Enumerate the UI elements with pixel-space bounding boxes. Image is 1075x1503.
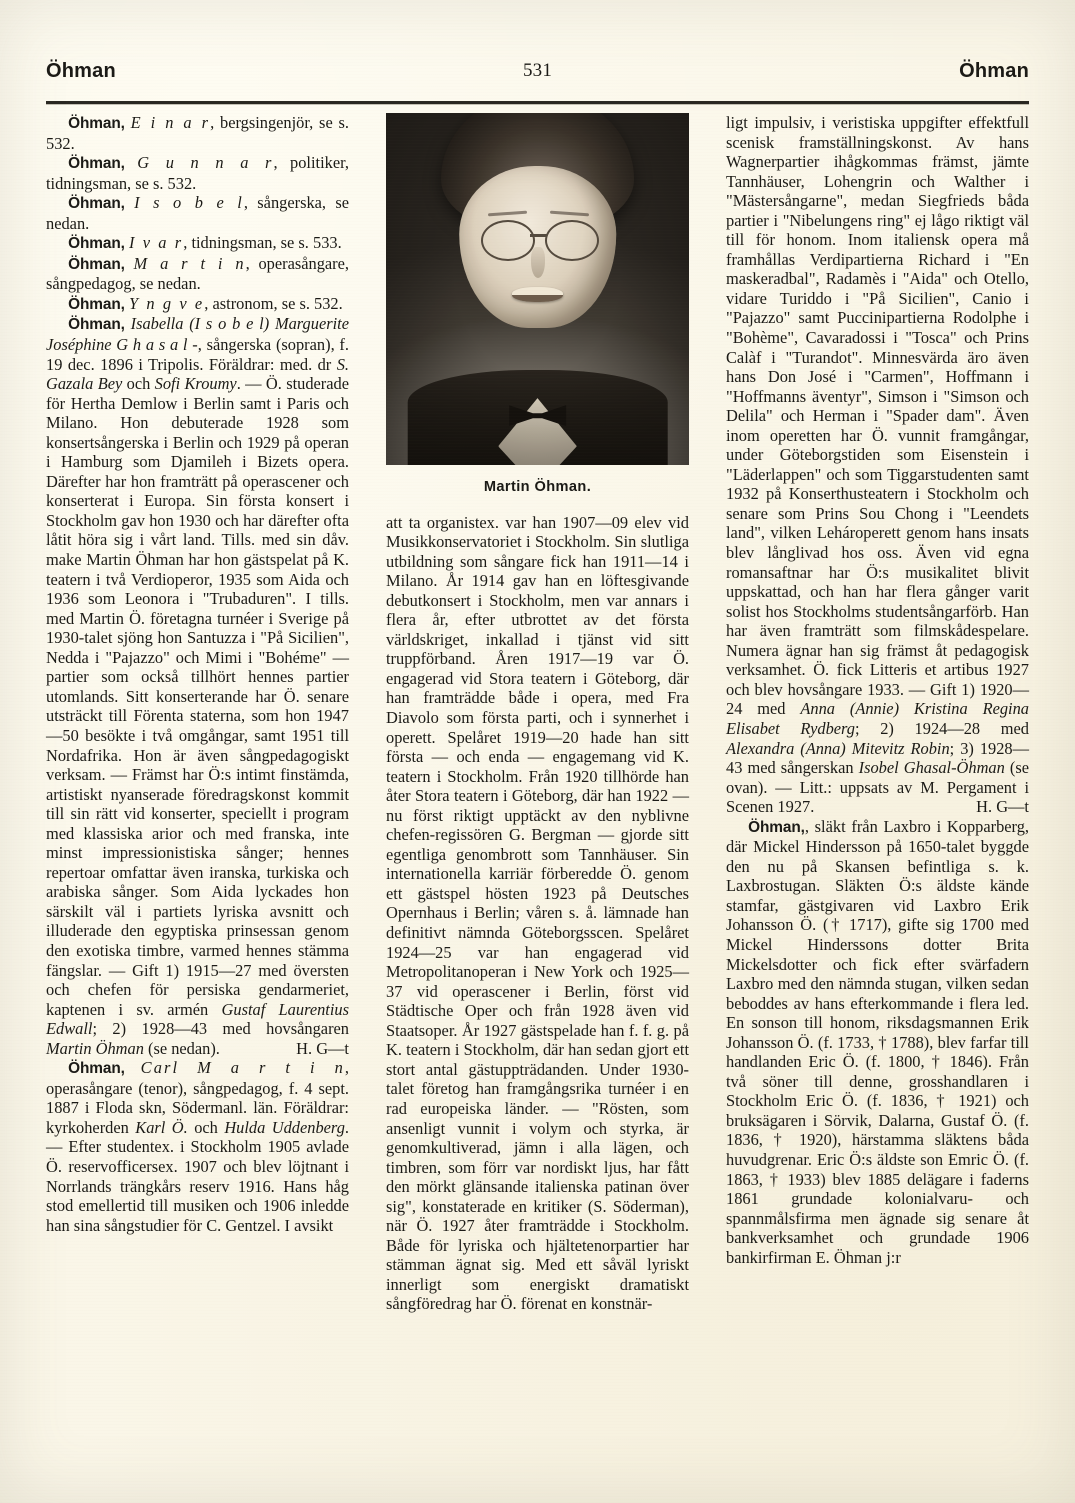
parent-name-1: Karl Ö. xyxy=(135,1117,188,1137)
entry-headword: Öhman, xyxy=(68,115,125,132)
running-head-left: Öhman xyxy=(46,60,116,82)
photo-vignette xyxy=(386,113,689,465)
column-2-text: att ta organistex. var han 1907—09 elev vid Musikkonservatoriet i Stockholm. Sin slutliga utbildning som sångare fick han 1911—14 i Milano. År 1914 gav han en löftesgivande debutkonsert i Stockholm, men var annars i flera år, efter utbrottet av det första världskriget, inkallad i tjänst vid sitt truppförband. Åren 1917—19 var Ö. engagerad vid Stora teatern i Göteborg, där han framträdde både i opera, med Fra Diavolo som första parti, och i synnerhet i operett. Spelåret 1919—20 hade han sitt första — och enda — engagemang vid K. teatern i Stockholm. Från 1920 tillhörde han åter Stora teatern i Göteborg, där han 1922 — nu först riktigt upptäckt av den nyblivne chefen-regissören G. Bergman — gjorde sitt egentliga genombrott som Tannhäuser. Sin internationella karriär förberedde Ö. genom ett gästspel hösten 1923 på Deutsches Opernhaus i Berlin; våren s. å. lämnade han definitivt nämnda Göteborgsscen. Spelåret 1924—25 var han engagerad vid Metropolitanoperan i New York och 1925—37 vid operascener i Berlin, först vid Städtische Oper och från 1928 även vid Staatsoper. År 1927 gästspelade han f. f. g. på K. teatern i Stockholm, där han sedan gjort ett stort antal gästuppträdanden. Under 1930-talet företog han framgångsrika turnéer i en rad europeiska länder. — "Rösten, som ansenligt vunnit i volym och styrka, är genomkultiverad, jämn i alla lägen, och timbren, som förr var nordiskt ljus, har fått den mörkt glänsande italienska patinan över sig", konstaterade en kritiker (S. Söderman), när Ö. 1927 åter framträdde i Stockholm. Både för lyriska och hjältetenorpartier har stämman ägnat sig. Med ett såväl lyriskt innerligt som energiskt dramatiskt sångföredrag har Ö. förenat en konstnär- xyxy=(386,512,689,1314)
spouse-name-1: Gustaf Laurentius Edwall xyxy=(46,999,349,1039)
spouse-name-3: Isobel Ghasal-Öhman xyxy=(858,758,1005,778)
entry-headword: Öhman, xyxy=(68,295,125,313)
entry-ivar xyxy=(46,233,349,254)
entry-text-1: , operasångare (tenor), sångpedagog, f. 4 sept. 1887 i Floda skn, Södermanl. län. Föräldrar: kyrkoherden xyxy=(46,1058,349,1137)
entry-body: , tidningsman, se s. 533. xyxy=(183,233,342,253)
figure-martin-ohman xyxy=(386,113,689,511)
folio-number: 531 xyxy=(522,60,553,81)
entry-carl-martin xyxy=(46,1058,349,1235)
entry-headword: Öhman, xyxy=(748,818,805,836)
parent-name-2: Sofi Kroumy xyxy=(154,374,237,394)
entry-name: I s o b e l xyxy=(134,193,244,213)
portrait-photo xyxy=(386,113,689,465)
running-head-right: Öhman xyxy=(959,60,1029,82)
entry-body: , sångerska, se nedan. xyxy=(46,193,349,233)
entry-isabella xyxy=(46,314,349,1058)
entry-name: E i n a r xyxy=(130,113,211,132)
entry-name-italic: Isabella (I s o b e l) Marguerite Joséphine G h a s a l - xyxy=(46,314,349,355)
entry-text-5: (se nedan). xyxy=(143,1038,220,1058)
parent-name-2: Hulda Uddenberg xyxy=(224,1117,345,1137)
entry-name-italic: Carl M a r t i n xyxy=(140,1058,345,1078)
entry-headword: Öhman, xyxy=(68,255,125,273)
entry-body: , astronom, se s. 532. xyxy=(204,293,343,313)
figure-caption: Martin Öhman. xyxy=(483,479,592,495)
column-3 xyxy=(726,113,1029,1403)
column-2 xyxy=(386,113,689,1403)
author-signature: H. G—t xyxy=(976,797,1029,817)
spouse-name-2: Martin Öhman xyxy=(46,1038,144,1058)
entry-text-4: ; 2) 1928—43 med hovsångaren xyxy=(92,1019,349,1039)
entry-name: I v a r xyxy=(128,233,184,253)
entry-gunnar xyxy=(46,153,349,193)
entry-isobel-ref xyxy=(46,193,349,233)
entry-body: , bergsingenjör, se s. 532. xyxy=(46,113,349,153)
entry-name: Y n g v e xyxy=(128,293,205,313)
entry-text-3: ; 3) 1928—43 med sångerskan xyxy=(726,738,1029,778)
header-rule xyxy=(46,101,1029,104)
parent-name-1: S. Gazala Bey xyxy=(46,354,349,394)
author-signature: H. G—t xyxy=(296,1038,349,1058)
entry-yngve xyxy=(46,294,349,315)
entry-name: M a r t i n xyxy=(133,253,246,273)
entry-headword: Öhman, xyxy=(68,316,125,334)
entry-headword: Öhman, xyxy=(68,155,125,173)
spouse-name-2: Alexandra (Anna) Mitevitz Robin xyxy=(726,738,950,758)
entry-body: , operasångare, sångpedagog, se nedan. xyxy=(46,253,349,294)
entry-einar xyxy=(46,113,349,153)
entry-headword: Öhman, xyxy=(68,1060,125,1078)
entry-headword: Öhman, xyxy=(68,195,125,213)
entry-text-3: . — Efter studentex. i Stockholm 1905 avlade Ö. reservofficersex. 1907 och blev löjtnant i Norrlands trängkårs reserv 1916. Hans håg stod emellertid till musiken och 1906 inledde han sina sångstudier för C. Gentzel. I avsikt xyxy=(46,1117,349,1235)
entry-text-2: ; 2) 1924—28 med xyxy=(855,718,1029,738)
entry-ohman-family xyxy=(726,817,1029,1268)
entry-text-2: och xyxy=(187,1117,225,1137)
running-head xyxy=(46,60,1029,94)
entry-text-2: och xyxy=(122,374,155,394)
entry-text-4: (se ovan). — Litt.: uppsats av M. Pergament i Scenen 1927. xyxy=(726,758,1030,817)
entry-text-3: . — Ö. studerade för Hertha Demlow i Berlin samt i Paris och Milano. Hon debuterade 1928 som konsertsångerska i Berlin och 1929 på operan i Hamburg som Djamileh i Bizets opera. Därefter har hon framträtt på operascener och konserterat i Europa. Sin första konsert i Stockholm gav hon 1930 och har därefter ofta låtit höra sig i vårt land. Tills. med sin dåv. make Martin Öhman har hon gästspelat på K. teatern i två Verdioperor, 1935 som Aida och 1936 som Leonora i "Trubaduren". I tills. med Martin Ö. företagna turnéer i Sverige på 1930-talet sjöng hon Santuzza i "På Sicilien", Nedda i "Pajazzo" och Mimi i "Bohéme" — partier som också tillhört hennes partier utomlands. Sitt konserterande har Ö. senare utsträckt till Förenta staterna, som hon 1947—50 besökte i två omgångar, samt 1951 till Nordafrika. Hon är även sångpedagogiskt verksam. — Främst har Ö:s intimt finstämda, artistiskt nyanserade föredragskonst kommit till sin rätt vid konserter, speciellt i program med klassiska arior och med franska, inte minst impressionistiska sånger; hennes repertoar omfattar även iranska, turkiska och arabiska sånger. Som Aida lyckades hon särskilt väl i partiets lyriska avsnitt och illuderade den egyptiska prinsessan genom den exotiska timbre, varmed hennes stämma fängslar. — Gift 1) 1915—27 med översten och chefen för persiska gendarmeriet, kaptenen i sv. armén xyxy=(46,374,349,1019)
text-columns xyxy=(46,113,1029,1403)
continuation-text: ligt impulsiv, i veristiska uppgifter effektfull scenisk framställningskonst. Av hans Wagnerpartier ihågkommas främst, jämte Tannhäuser, Lohengrin och Walther i "Mästersångarne", medan Siegfrieds båda partier i "Nibelungens ring" ej lågo riktigt väl till för honom. Inom italiensk opera må framhållas Verdipartierna Richard i "En maskeradbal", Radamès i "Aida" och Otello, vidare Turiddo i "På Sicilien", Canio i "Pajazzo" samt Puccinipartierna Rodolphe i "Bohème", Cavaradossi i "Tosca" och Prins Calàf i "Turandot". Minnesvärda äro även hans Don José i "Carmen", Hoffmann i "Hoffmanns äventyr", Simson i "Simson och Delila" och Herman i "Spader dam". Även inom operetten har Ö. vunnit framgångar, under Göteborgstiden som Eisenstein i "Läderlappen" och som Tiggarstudenten samt 1932 på Konserthusteatern i Stockholm och senare som Prins Sou Chong i "Leendets land", vilken Lehároperett genom hans insats blev långlivad hos oss. Även vid egna romansaftnar har Ö:s musikalitet blivit uppskattad, och han har flera gånger varit solist hos Stockholms studentsångarförb. Han har även framträtt som filmskådespelare. Numera ägnar han sig främst åt pedagogisk verksamhet. Ö. fick Litteris et artibus 1927 och blev hovsångare 1933. — Gift 1) 1920—24 med xyxy=(726,113,1029,719)
entry-martin-ref xyxy=(46,254,349,294)
entry-headword: Öhman, xyxy=(68,235,125,253)
spouse-name-1: Anna (Annie) Kristina Regina Elisabet Rydberg xyxy=(726,699,1029,738)
entry-text-1: , sångerska (sopran), f. 19 dec. 1896 i Tripolis. Föräldrar: med. dr xyxy=(46,335,349,374)
column-1 xyxy=(46,113,349,1403)
entry-martin-continuation xyxy=(726,113,1029,817)
entry-body: , politiker, tidningsman, se s. 532. xyxy=(46,153,349,193)
entry-text: , släkt från Laxbro i Kopparberg, där Mickel Hindersson på 1650-talet byggde den nu på Skansen befintliga s. k. Laxbrostugan. Släkten Ö:s äldste kände stamfar, gästgivaren vid Laxbro Erik Johansson Ö. († 1717), gifte sig 1700 med Mickel Hinderssons dotter Brita Mickelsdotter och fick efter svärfadern Laxbro med den nämnda stugan, vilken sedan beboddes av hans efterkommande i flera led. En sonson till honom, riksdagsmannen Erik Johansson Ö. (f. 1733, † 1788), blev farfar till handlanden Eric Ö. (f. 1800, † 1846). Från två söner till denne, grosshandlaren i Stockholm Eric Ö. (f. 1836, † 1921) och bruksägaren i Sörvik, Dalarna, Gustaf Ö. (f. 1836, † 1920), härstamma släktens båda huvudgrenar. Eric Ö:s äldste son Emric Ö. (f. 1863, † 1933) blev 1885 delägare i faderns 1861 grundade kolonialvaru- och spannmålsfirma men ägnade sig senare åt bankverksamhet och grundade 1906 bankirfirman E. Öhman j:r xyxy=(726,816,1029,1267)
entry-name: G u n n a r xyxy=(137,153,274,173)
